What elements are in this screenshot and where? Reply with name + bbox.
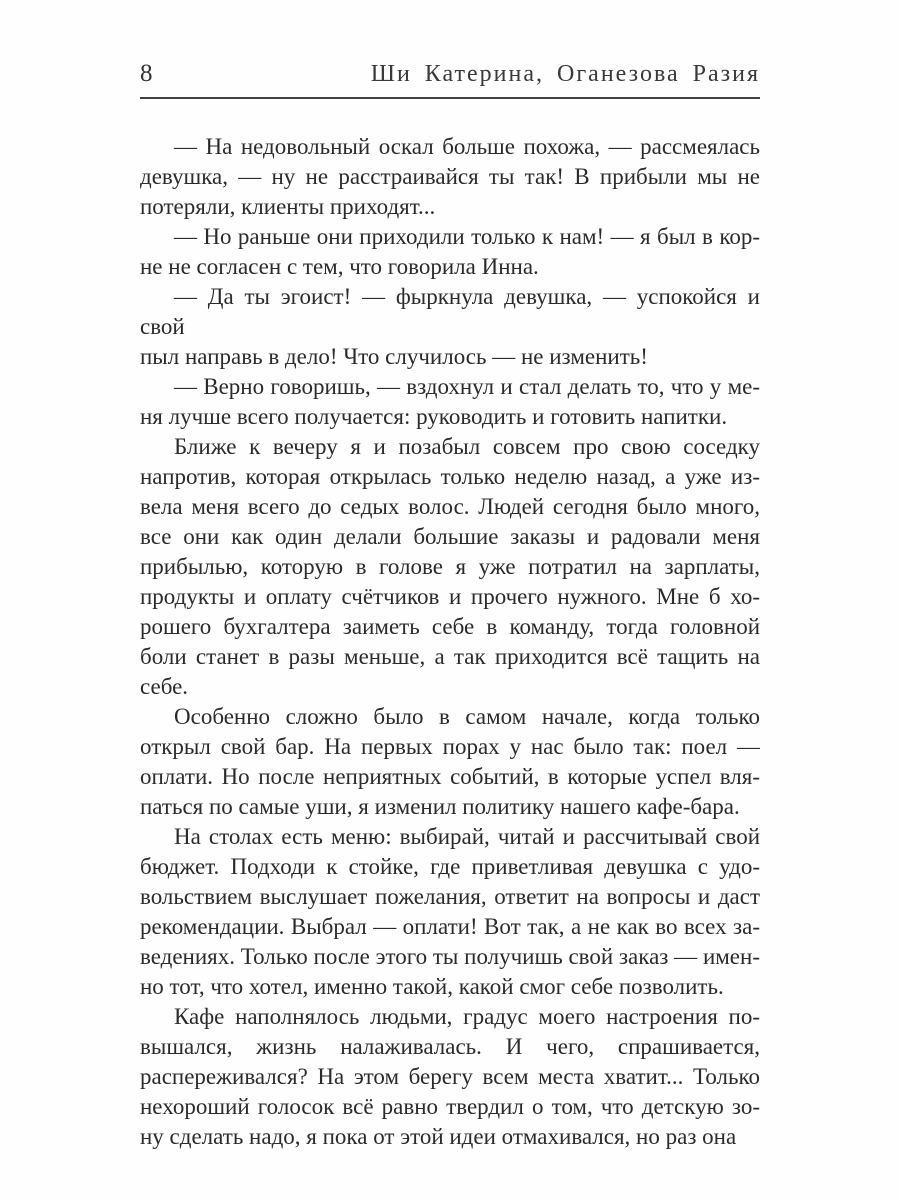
text-line: потеряли, клиенты приходят... xyxy=(140,194,436,219)
text-line: ну сделать надо, я пока от этой идеи отмахивался, но раз она xyxy=(140,1124,737,1149)
text-line: себе. xyxy=(140,674,189,699)
text-line: нехороший голосок всё равно твердил о том, что детскую зо- xyxy=(140,1094,760,1119)
paragraph xyxy=(140,822,760,1002)
body-text xyxy=(140,132,760,1152)
text-line: — Да ты эгоист! — фыркнула девушка, — успокойся и свой xyxy=(140,284,760,339)
text-line: открыл свой бар. На первых порах у нас было так: поел — xyxy=(140,734,760,759)
text-line: вела меня всего до седых волос. Людей сегодня было много, xyxy=(140,494,760,519)
page-header xyxy=(140,0,760,88)
text-line: вышался, жизнь налаживалась. И чего, спрашивается, xyxy=(140,1034,760,1059)
text-line: ведениях. Только после этого ты получишь свой заказ — имен- xyxy=(140,944,760,969)
text-line: Ближе к вечеру я и позабыл совсем про свою соседку xyxy=(174,434,760,459)
running-header: Ши Катерина, Оганезова Разия xyxy=(370,61,760,87)
text-line: — На недовольный оскал больше похожа, — рассмеялась xyxy=(174,134,760,159)
text-line: прибылью, которую в голове я уже потратил на зарплаты, xyxy=(140,554,760,579)
text-line: распереживался? На этом берегу всем места хватит... Только xyxy=(140,1064,760,1089)
text-line: Особенно сложно было в самом начале, когда только xyxy=(174,704,760,729)
text-line: бюджет. Подходи к стойке, где приветливая девушка с удо- xyxy=(140,854,760,879)
text-line: боли станет в разы меньше, а так приходится всё тащить на xyxy=(140,644,760,669)
text-line: не не согласен с тем, что говорила Инна. xyxy=(140,254,539,279)
paragraph xyxy=(140,282,760,372)
text-line: — Верно говоришь, — вздохнул и стал делать то, что у ме- xyxy=(174,374,760,399)
text-line: Кафе наполнялось людьми, градус моего настроения по- xyxy=(174,1004,760,1029)
text-line: оплати. Но после неприятных событий, в которые успел вля- xyxy=(140,764,760,789)
text-line: продукты и оплату счётчиков и прочего нужного. Мне б хо- xyxy=(140,584,760,609)
page-content xyxy=(140,0,760,1152)
text-line: рошего бухгалтера заиметь себе в команду, тогда головной xyxy=(140,614,760,639)
text-line: — Но раньше они приходили только к нам! — я был в кор- xyxy=(174,224,760,249)
text-line: рекомендации. Выбрал — оплати! Вот так, а не как во всех за- xyxy=(140,914,760,939)
paragraph xyxy=(140,1002,760,1152)
text-line: напротив, которая открылась только неделю назад, а уже из- xyxy=(140,464,760,489)
paragraph xyxy=(140,702,760,822)
text-line: девушка, — ну не расстраивайся ты так! В прибыли мы не xyxy=(140,164,760,189)
text-line: все они как один делали большие заказы и радовали меня xyxy=(140,524,760,549)
paragraph xyxy=(140,222,760,282)
text-line: вольствием выслушает пожелания, ответит на вопросы и даст xyxy=(140,884,760,909)
text-line: пыл направь в дело! Что случилось — не изменить! xyxy=(140,344,648,369)
paragraph xyxy=(140,132,760,222)
paragraph xyxy=(140,432,760,702)
page-number: 8 xyxy=(140,60,153,87)
paragraph xyxy=(140,372,760,432)
text-line: паться по самые уши, я изменил политику нашего кафе-бара. xyxy=(140,794,740,819)
header-rule xyxy=(140,97,760,99)
text-line: На столах есть меню: выбирай, читай и рассчитывай свой xyxy=(174,824,760,849)
text-line: но тот, что хотел, именно такой, какой смог себе позволить. xyxy=(140,974,724,999)
text-line: ня лучше всего получается: руководить и готовить напитки. xyxy=(140,404,728,429)
